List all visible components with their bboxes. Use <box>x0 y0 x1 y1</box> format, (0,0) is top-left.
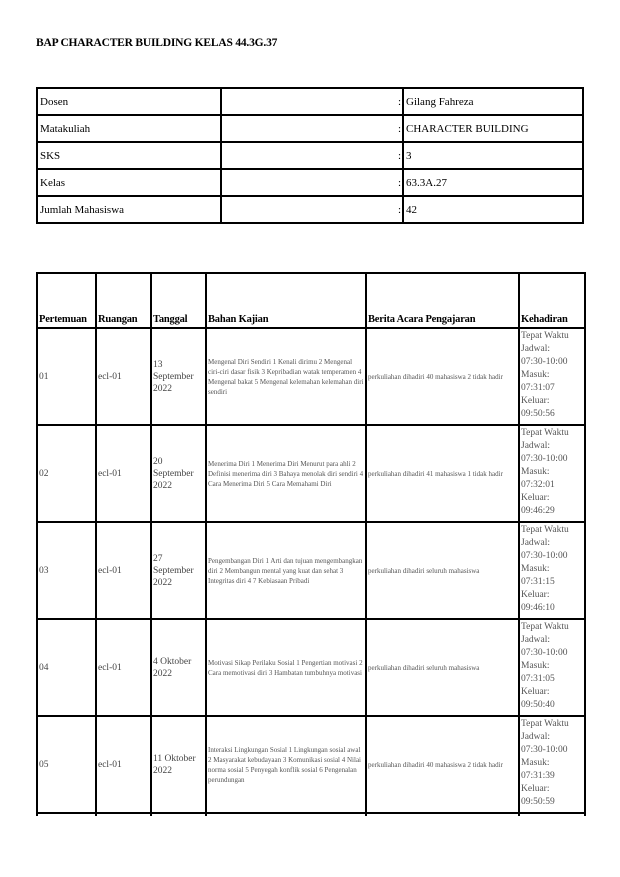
kehadiran-line: Tepat Waktu <box>521 719 569 729</box>
info-label: SKS <box>37 142 221 169</box>
kehadiran-line: Masuk: <box>521 758 550 768</box>
cell-pertemuan: 05 <box>37 716 96 813</box>
table-row <box>37 522 585 619</box>
kehadiran-line: 07:31:07 <box>521 383 555 393</box>
course-info-table <box>36 87 584 224</box>
info-label: Jumlah Mahasiswa <box>37 196 221 223</box>
cell-tanggal: 20 September 2022 <box>151 425 206 522</box>
kehadiran-line: 07:31:05 <box>521 674 555 684</box>
info-value: Gilang Fahreza <box>403 88 583 115</box>
kehadiran-line: 09:50:40 <box>521 700 555 710</box>
cell-kehadiran <box>519 425 585 522</box>
document-title: BAP CHARACTER BUILDING KELAS 44.3G.37 <box>36 37 278 49</box>
cell-pertemuan: 01 <box>37 328 96 425</box>
info-row <box>37 115 583 142</box>
table-row <box>37 619 585 716</box>
cell-kehadiran <box>519 716 585 813</box>
cell-tanggal: 13 September 2022 <box>151 328 206 425</box>
cell-bahan-kajian: Interaksi Lingkungan Sosial 1 Lingkungan sosial awal 2 Masyarakat kebudayaan 3 Komunikasi sosial 4 Nilai norma sosial 5 Penyegah konflik sosial 6 Pengenalan perundungan <box>206 716 366 813</box>
cell-tanggal: 11 Oktober 2022 <box>151 716 206 813</box>
cell-berita-acara: perkuliahan dihadiri seluruh mahasiswa <box>366 619 519 716</box>
table-row <box>37 425 585 522</box>
table-row <box>37 716 585 813</box>
info-separator: : <box>221 88 403 115</box>
cell-kehadiran <box>519 619 585 716</box>
info-separator: : <box>221 169 403 196</box>
kehadiran-line: 07:30-10:00 <box>521 454 568 464</box>
header-pertemuan: Pertemuan <box>37 273 96 328</box>
cell-ruangan: ecl-01 <box>96 425 151 522</box>
table-header-row <box>37 273 585 328</box>
cell-berita-acara: perkuliahan dihadiri 40 mahasiswa 2 tidak hadir <box>366 716 519 813</box>
kehadiran-line: 09:50:59 <box>521 797 555 807</box>
kehadiran-line: Masuk: <box>521 370 550 380</box>
kehadiran-line: Masuk: <box>521 564 550 574</box>
kehadiran-line: Jadwal: <box>521 344 551 354</box>
cell-ruangan: ecl-01 <box>96 522 151 619</box>
kehadiran-line: Keluar: <box>521 396 550 406</box>
attendance-table <box>36 272 586 816</box>
table-row <box>37 328 585 425</box>
kehadiran-line: 07:31:39 <box>521 771 555 781</box>
info-value: CHARACTER BUILDING <box>403 115 583 142</box>
info-separator: : <box>221 142 403 169</box>
info-row <box>37 196 583 223</box>
info-label: Kelas <box>37 169 221 196</box>
cell-bahan-kajian: Motivasi Sikap Perilaku Sosial 1 Pengertian motivasi 2 Cara memotivasi diri 3 Hambatan tumbuhnya motivasi <box>206 619 366 716</box>
kehadiran-line: Jadwal: <box>521 635 551 645</box>
cell-bahan-kajian: Pengembangan Diri 1 Arti dan tujuan mengembangkan diri 2 Membangun mental yang kuat dan sehat 3 Integritas diri 4 7 Kebiasaan Pribadi <box>206 522 366 619</box>
kehadiran-line: 09:50:56 <box>521 409 555 419</box>
cell-berita-acara: perkuliahan dihadiri 40 mahasiswa 2 tidak hadir <box>366 328 519 425</box>
cell-tanggal: 4 Oktober 2022 <box>151 619 206 716</box>
kehadiran-line: 07:31:15 <box>521 577 555 587</box>
kehadiran-line: Keluar: <box>521 687 550 697</box>
kehadiran-line: Masuk: <box>521 661 550 671</box>
info-row <box>37 169 583 196</box>
kehadiran-line: Keluar: <box>521 590 550 600</box>
info-label: Matakuliah <box>37 115 221 142</box>
info-label: Dosen <box>37 88 221 115</box>
cell-kehadiran <box>519 328 585 425</box>
header-kehadiran: Kehadiran <box>519 273 585 328</box>
info-row <box>37 142 583 169</box>
header-ruangan: Ruangan <box>96 273 151 328</box>
info-row <box>37 88 583 115</box>
kehadiran-line: Keluar: <box>521 784 550 794</box>
info-value: 3 <box>403 142 583 169</box>
header-bahan-kajian: Bahan Kajian <box>206 273 366 328</box>
cell-pertemuan: 04 <box>37 619 96 716</box>
kehadiran-line: 07:30-10:00 <box>521 551 568 561</box>
kehadiran-line: 09:46:10 <box>521 603 555 613</box>
cell-ruangan: ecl-01 <box>96 716 151 813</box>
info-value: 63.3A.27 <box>403 169 583 196</box>
kehadiran-line: 09:46:29 <box>521 506 555 516</box>
info-separator: : <box>221 115 403 142</box>
kehadiran-line: Jadwal: <box>521 441 551 451</box>
kehadiran-line: Tepat Waktu <box>521 331 569 341</box>
info-separator: : <box>221 196 403 223</box>
continuation-row <box>37 813 585 816</box>
cell-pertemuan: 03 <box>37 522 96 619</box>
kehadiran-line: 07:32:01 <box>521 480 555 490</box>
cell-berita-acara: perkuliahan dihadiri seluruh mahasiswa <box>366 522 519 619</box>
kehadiran-line: Jadwal: <box>521 732 551 742</box>
cell-pertemuan: 02 <box>37 425 96 522</box>
cell-bahan-kajian: Mengenal Diri Sendiri 1 Kenali dirimu 2 Mengenal ciri-ciri dasar fisik 3 Kepribadian watak temperamen 4 Mengenal bakat 5 Mengenal kelemahan kelemahan diri sendiri <box>206 328 366 425</box>
kehadiran-line: Tepat Waktu <box>521 525 569 535</box>
kehadiran-line: 07:30-10:00 <box>521 357 568 367</box>
cell-ruangan: ecl-01 <box>96 619 151 716</box>
kehadiran-line: Keluar: <box>521 493 550 503</box>
cell-bahan-kajian: Menerima Diri 1 Menerima Diri Menurut para ahli 2 Definisi menerima diri 3 Bahaya menolak diri sendiri 4 Cara Menerima Diri 5 Cara Memahami Diri <box>206 425 366 522</box>
cell-ruangan: ecl-01 <box>96 328 151 425</box>
cell-berita-acara: perkuliahan dihadiri 41 mahasiswa 1 tidak hadir <box>366 425 519 522</box>
header-tanggal: Tanggal <box>151 273 206 328</box>
kehadiran-line: Tepat Waktu <box>521 622 569 632</box>
info-value: 42 <box>403 196 583 223</box>
kehadiran-line: 07:30-10:00 <box>521 745 568 755</box>
kehadiran-line: Masuk: <box>521 467 550 477</box>
kehadiran-line: 07:30-10:00 <box>521 648 568 658</box>
cell-kehadiran <box>519 522 585 619</box>
cell-tanggal: 27 September 2022 <box>151 522 206 619</box>
kehadiran-line: Tepat Waktu <box>521 428 569 438</box>
kehadiran-line: Jadwal: <box>521 538 551 548</box>
header-berita-acara: Berita Acara Pengajaran <box>366 273 519 328</box>
